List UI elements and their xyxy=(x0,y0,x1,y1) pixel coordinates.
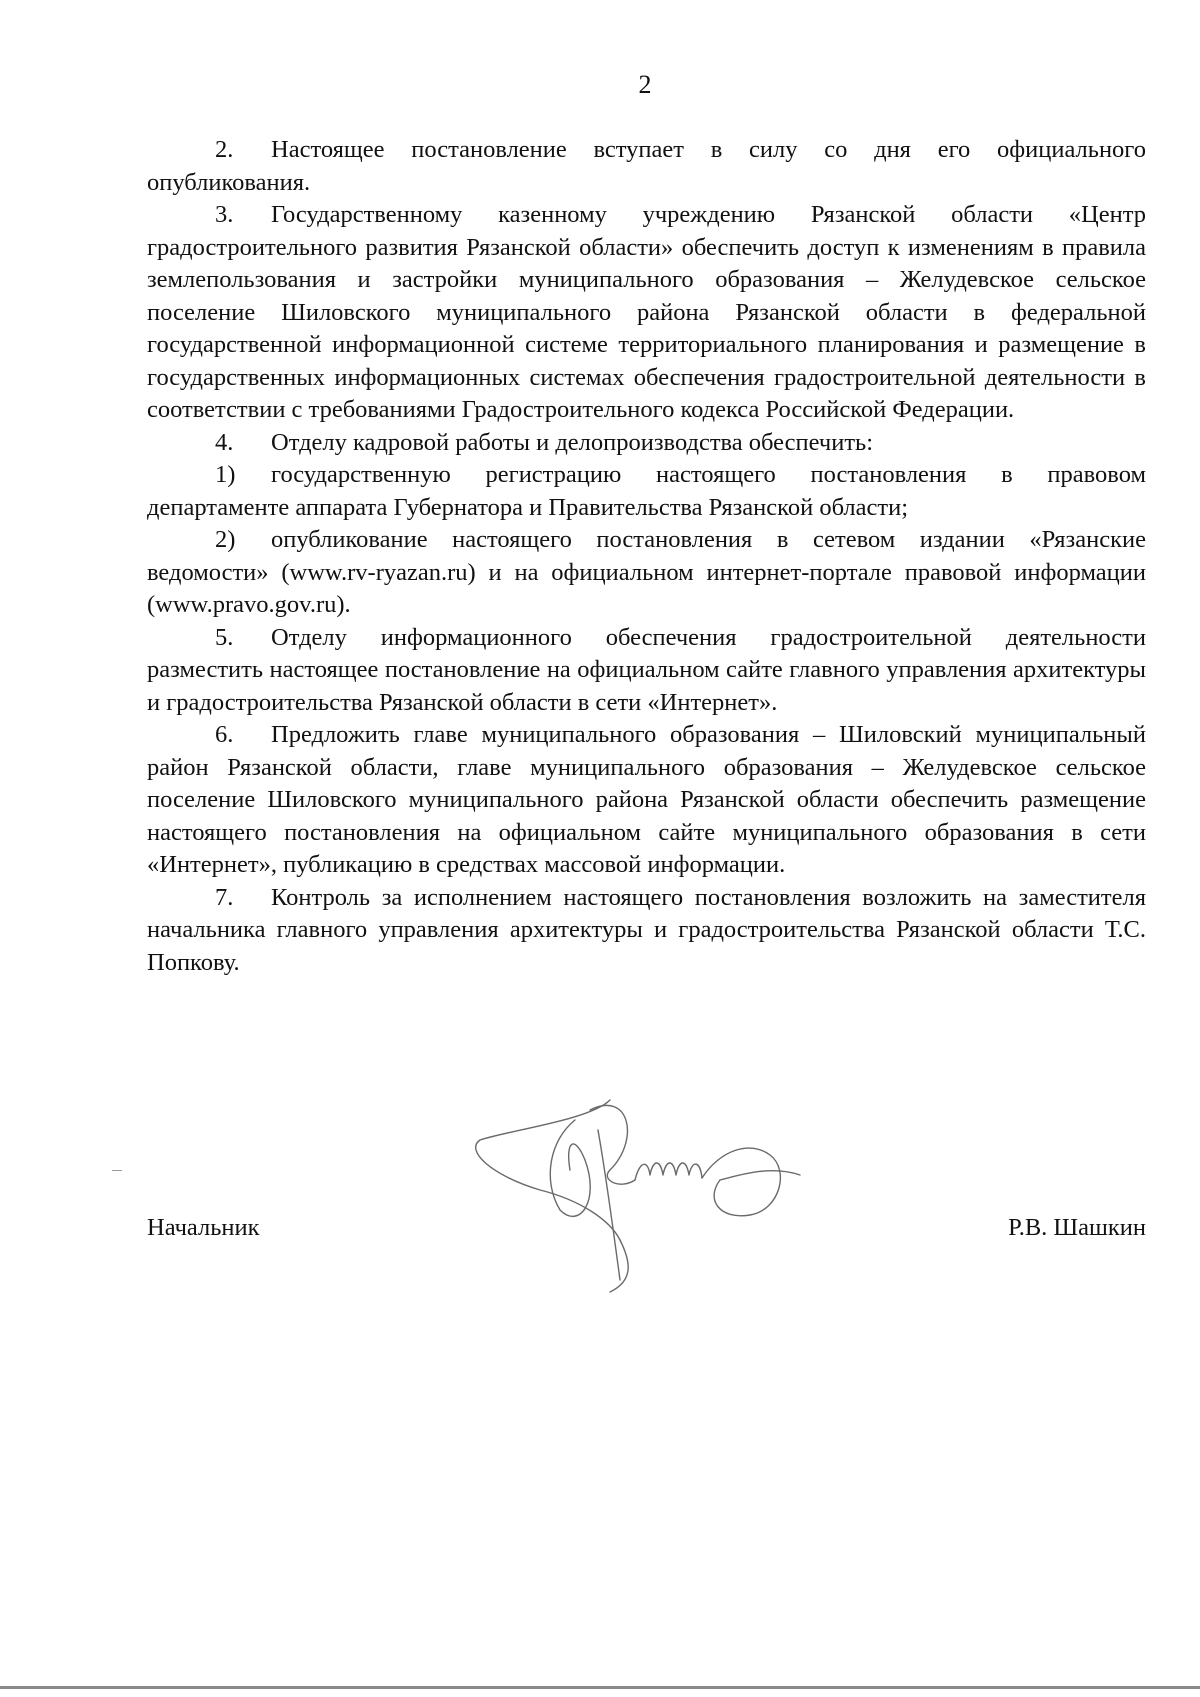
bottom-edge-line xyxy=(0,1686,1200,1689)
paragraph-number: 5. xyxy=(215,623,234,651)
paragraph-number: 3. xyxy=(215,201,234,228)
paragraph-number: 2. xyxy=(215,136,234,163)
paragraph-text: Отделу кадровой работы и делопроизводства обеспечить: xyxy=(271,428,874,456)
signatory-name: Р.В. Шашкин xyxy=(1008,1214,1146,1241)
paragraph-text: Отделу информационного обеспечения градостроительной деятельности разместить настоящее постановление на официальном сайте главного управления архитектуры и градостроительства Рязанской области в сети «Интернет». xyxy=(147,623,1146,716)
paragraph-text: государственную регистрацию настоящего постановления в правовом департаменте аппарата Губернатора и Правительства Рязанской области; xyxy=(147,461,1146,521)
paragraph-number: 4. xyxy=(215,428,234,456)
paragraph-number: 1) xyxy=(215,461,236,488)
page-number: 2 xyxy=(638,70,652,99)
paragraph-subitem-1 xyxy=(147,459,1146,524)
paragraph-item-7 xyxy=(147,882,1146,980)
paragraph-item-4 xyxy=(147,427,1146,460)
paragraph-text: опубликование настоящего постановления в сетевом издании «Рязанские ведомости» (www.rv-ryazan.ru) и на официальном интернет-портале правовой информации (www.pravo.gov.ru). xyxy=(147,526,1146,618)
paragraph-text: Предложить главе муниципального образования – Шиловский муниципальный район Рязанской области, главе муниципального образования – Желудевское сельское поселение Шиловского муниципального района Рязанской области обеспечить размещение настоящего постановления на официальном сайте муниципального образования в сети «Интернет», публикацию в средствах массовой информации. xyxy=(147,721,1146,878)
paragraph-number: 7. xyxy=(215,883,234,911)
paragraph-text: Государственному казенному учреждению Рязанской области «Центр градостроительного развития Рязанской области» обеспечить доступ к изменениям в правила землепользования и застройки муниципального образования – Желудевское сельское поселение Шиловского муниципального района Рязанской области в федеральной государственной информационной системе территориального планирования и размещение в государственных информационных системах обеспечения градостроительной деятельности в соответствии с требованиями Градостроительного кодекса Российской Федерации. xyxy=(147,201,1146,423)
paragraph-text: Контроль за исполнением настоящего постановления возложить на заместителя начальника главного управления архитектуры и градостроительства Рязанской области Т.С. Попкову. xyxy=(147,883,1146,976)
paragraph-item-6 xyxy=(147,719,1146,882)
paragraph-subitem-2 xyxy=(147,524,1146,622)
paragraph-number: 6. xyxy=(215,721,234,748)
margin-mark xyxy=(112,1170,122,1171)
paragraph-item-3 xyxy=(147,199,1146,427)
document-body xyxy=(147,134,1146,979)
paragraph-text: Настоящее постановление вступает в силу со дня его официального опубликования. xyxy=(147,136,1146,196)
paragraph-item-5 xyxy=(147,622,1146,720)
signatory-title: Начальник xyxy=(147,1214,260,1241)
paragraph-number: 2) xyxy=(215,526,236,553)
signature-icon xyxy=(470,1080,810,1310)
paragraph-item-2 xyxy=(147,134,1146,199)
